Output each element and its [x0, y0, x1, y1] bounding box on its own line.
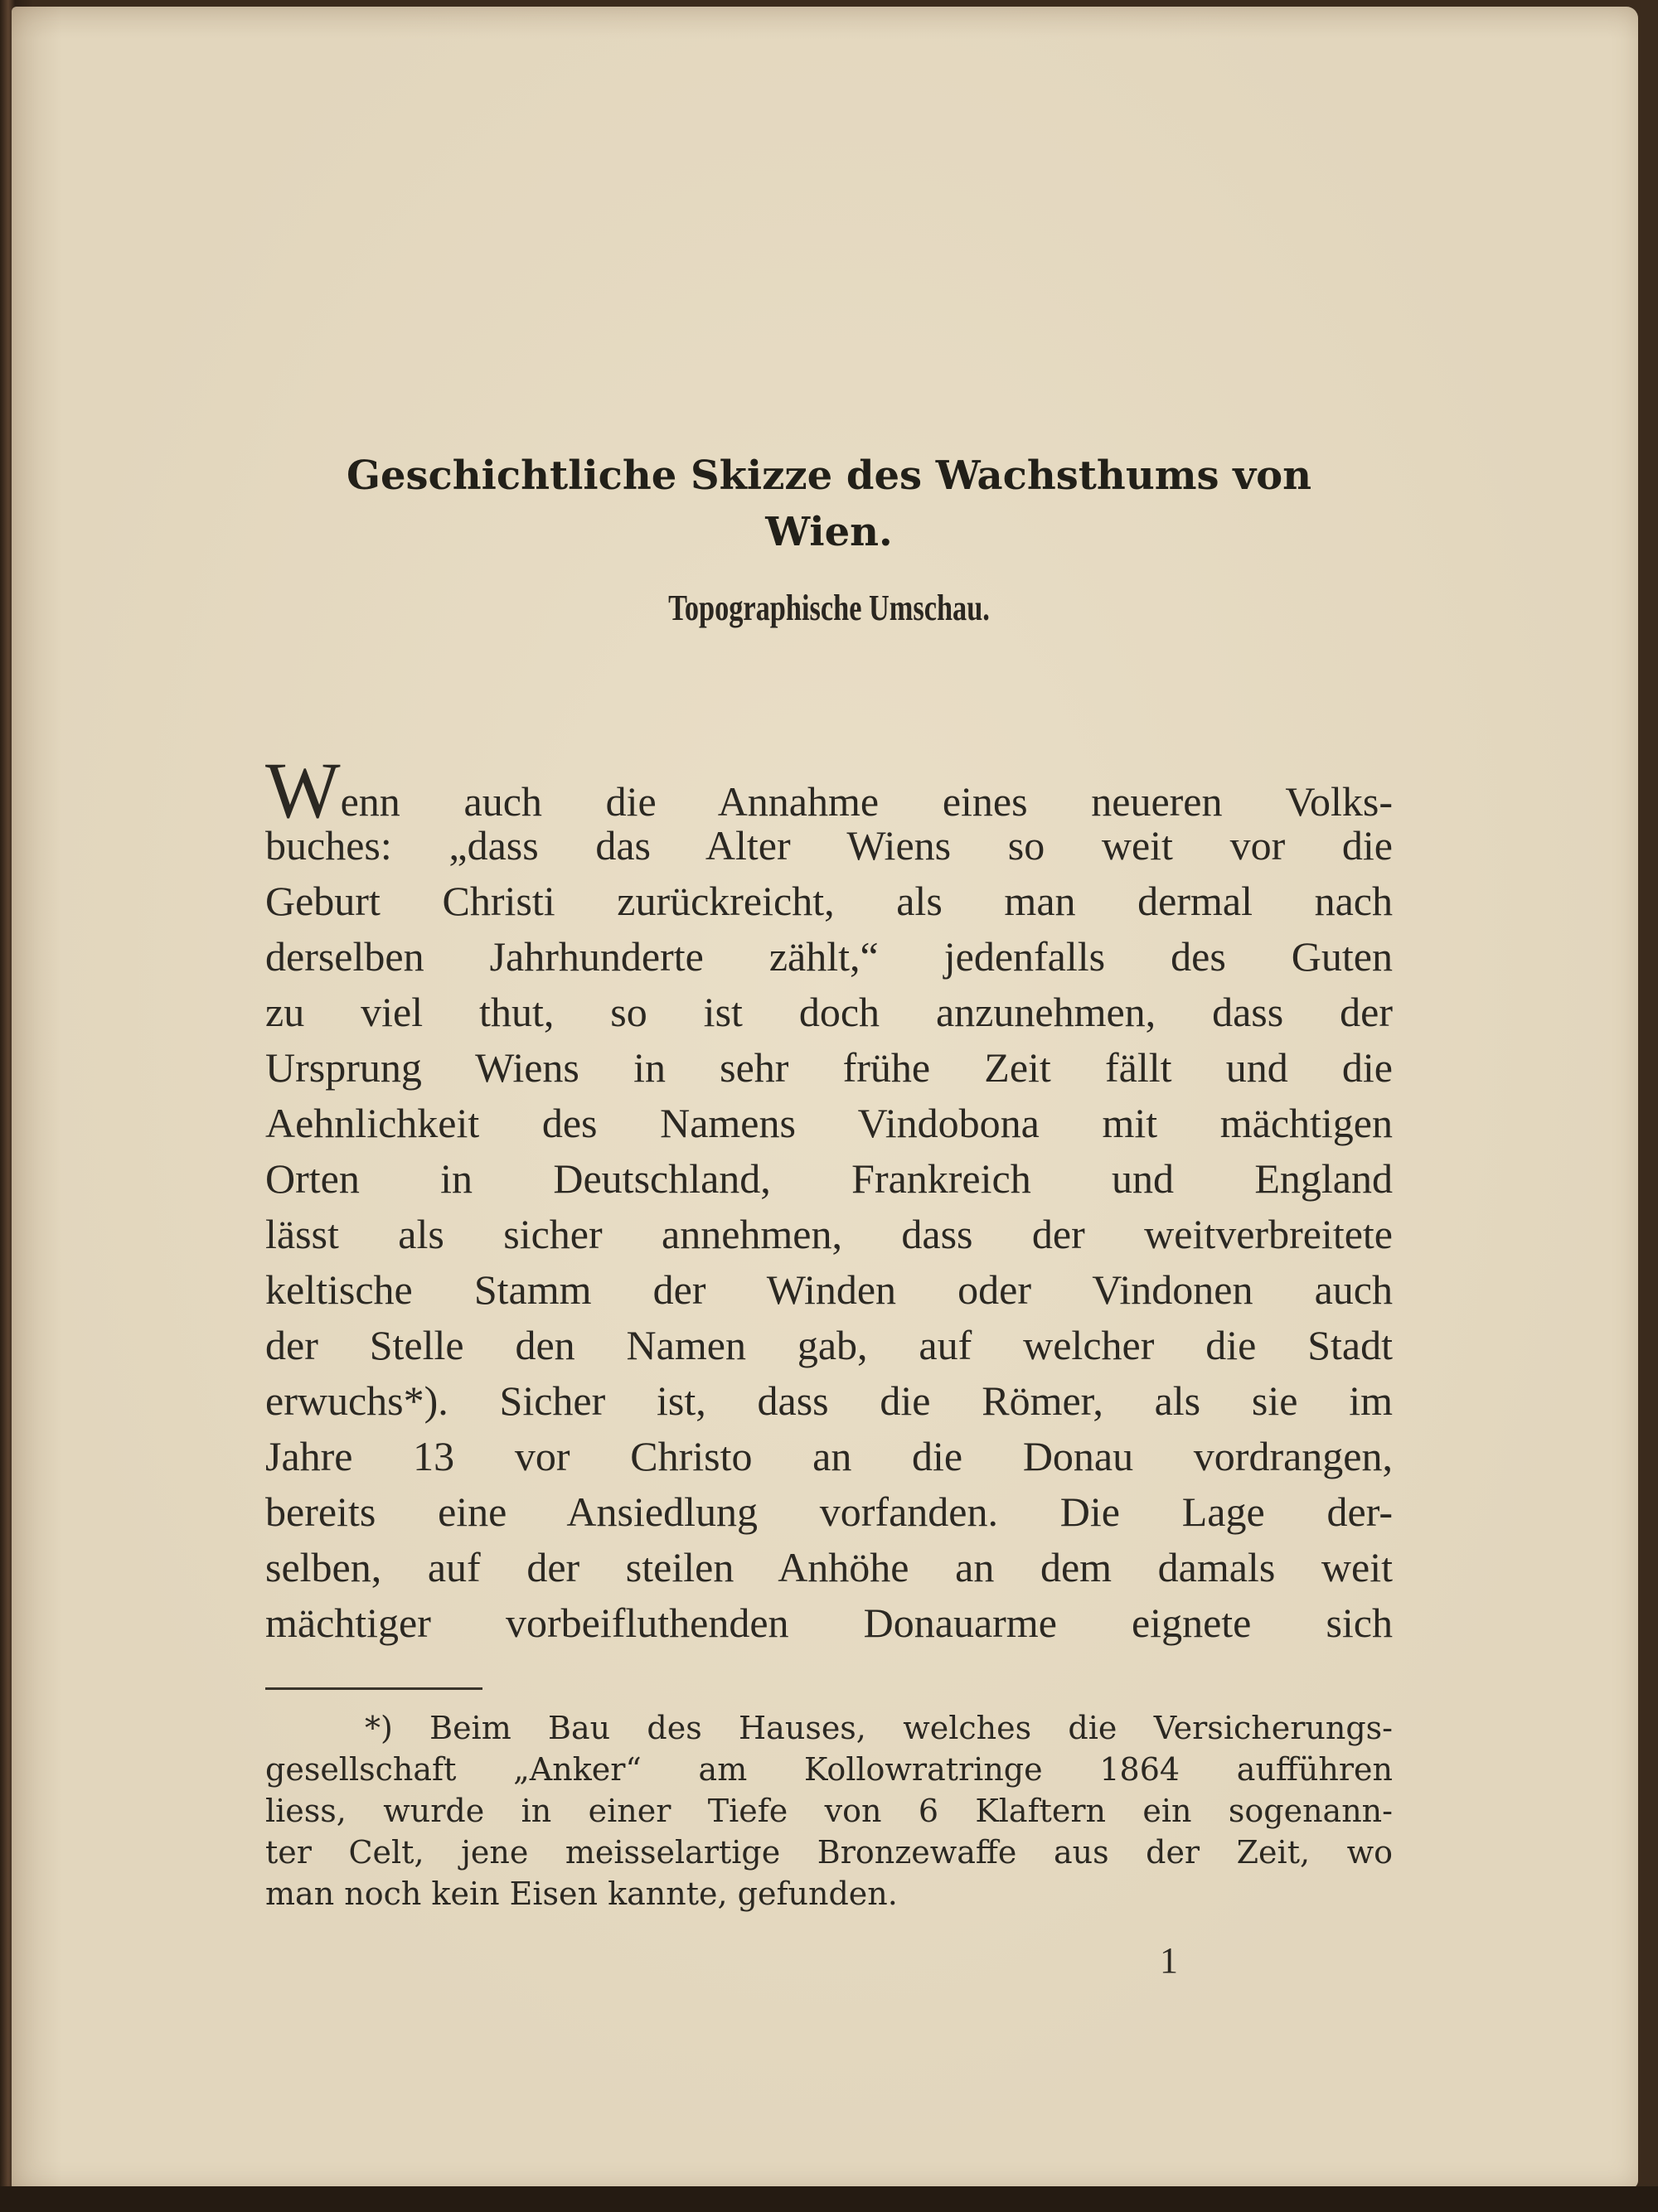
body-paragraph: [265, 746, 1393, 1651]
body-line: lässt als sicher annehmen, dass der weitverbreitete: [265, 1211, 1393, 1257]
footnote-line: ter Celt, jene meisselartige Bronzewaffe aus der Zeit, wo: [265, 1834, 1393, 1871]
drop-cap: W: [265, 746, 341, 835]
chapter-title: [249, 448, 1409, 560]
body-line: Geburt Christi zurückreicht, als man dermal nach: [265, 878, 1393, 924]
body-line: Aehnlichkeit des Namens Vindobona mit mächtigen: [265, 1100, 1393, 1146]
page-number: 1: [1160, 1940, 1178, 1981]
body-line: derselben Jahrhunderte zählt,“ jedenfalls des Guten: [265, 933, 1393, 980]
footnote-line: man noch kein Eisen kannte, gefunden.: [265, 1876, 898, 1912]
footnote-line: *) Beim Bau des Hauses, welches die Versicherungs-: [365, 1710, 1393, 1746]
body-line: Orten in Deutschland, Frankreich und England: [265, 1155, 1393, 1202]
chapter-title-line-1: Geschichtliche Skizze des Wachsthums von: [346, 453, 1312, 499]
footnote-line: gesellschaft „Anker“ am Kollowratringe 1864 aufführen: [265, 1751, 1393, 1788]
footnote-line: liess, wurde in einer Tiefe von 6 Klaftern ein sogenann-: [265, 1793, 1393, 1829]
body-line: keltische Stamm der Winden oder Vindonen auch: [265, 1266, 1393, 1313]
body-line: mächtiger vorbeifluthenden Donauarme eignete sich: [265, 1600, 1393, 1646]
chapter-title-line-2: Wien.: [765, 509, 893, 555]
body-line: Jahre 13 vor Christo an die Donau vordrangen,: [265, 1433, 1393, 1479]
scan-bottom-edge: [0, 2186, 1658, 2212]
body-line: zu viel thut, so ist doch anzunehmen, dass der: [265, 989, 1393, 1035]
footnote: [265, 1707, 1393, 1914]
body-line: erwuchs*). Sicher ist, dass die Römer, als sie im: [265, 1377, 1393, 1424]
chapter-subtitle: Topographische Umschau.: [668, 588, 990, 628]
body-line-text: enn auch die Annahme eines neueren Volks-: [340, 778, 1393, 825]
footnote-divider: [265, 1687, 482, 1690]
body-line: Ursprung Wiens in sehr frühe Zeit fällt und die: [265, 1044, 1393, 1091]
body-line: buches: „dass das Alter Wiens so weit vor die: [265, 822, 1393, 869]
body-line: bereits eine Ansiedlung vorfanden. Die Lage der-: [265, 1488, 1393, 1535]
body-line: selben, auf der steilen Anhöhe an dem damals weit: [265, 1544, 1393, 1590]
body-line: [265, 746, 1393, 835]
body-line: der Stelle den Namen gab, auf welcher die Stadt: [265, 1322, 1393, 1368]
